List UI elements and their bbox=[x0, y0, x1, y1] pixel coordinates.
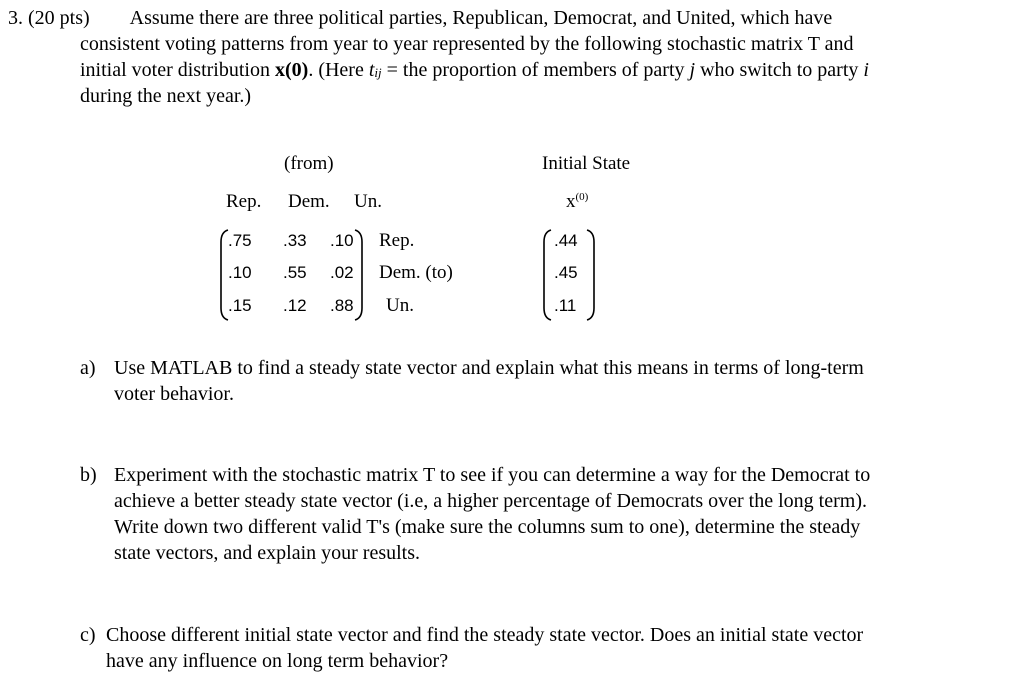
matrix-cell: .33 bbox=[283, 231, 307, 250]
matrix-cell: .10 bbox=[228, 263, 252, 282]
col-header-dem: Dem. bbox=[288, 191, 330, 212]
x-superscript: (0) bbox=[575, 191, 589, 203]
matrix-cell: .55 bbox=[283, 263, 307, 282]
part-a-line-2: voter behavior. bbox=[114, 383, 234, 405]
problem-intro-line-3 bbox=[80, 58, 869, 84]
x-symbol: x bbox=[566, 191, 576, 212]
row-label-rep: Rep. bbox=[379, 230, 415, 251]
vector-cell: .44 bbox=[554, 231, 578, 250]
row-label-un: Un. bbox=[386, 295, 414, 316]
part-b-line-2: achieve a better steady state vector (i.e, a higher percentage of Democrats over the long term). bbox=[114, 490, 867, 512]
intro-text-3d: who switch to party bbox=[695, 59, 864, 81]
intro-text-4: during the next year.) bbox=[80, 85, 252, 107]
vector-cell: .45 bbox=[554, 263, 578, 282]
part-c-label: c) bbox=[80, 624, 96, 646]
vector-cell: .11 bbox=[554, 296, 577, 315]
vector-left-paren bbox=[541, 228, 553, 322]
part-c-line-1: Choose different initial state vector and find the steady state vector. Does an initial state vector bbox=[106, 624, 864, 646]
initial-state-symbol bbox=[566, 192, 588, 214]
matrix-cell: .10 bbox=[330, 231, 354, 250]
part-b-line-4: state vectors, and explain your results. bbox=[114, 542, 421, 564]
matrix-cell: .12 bbox=[283, 296, 307, 315]
part-b-line-1: Experiment with the stochastic matrix T to see if you can determine a way for the Democrat to bbox=[114, 464, 871, 486]
part-a-line-1: Use MATLAB to find a steady state vector and explain what this means in terms of long-term bbox=[114, 357, 864, 379]
col-header-rep: Rep. bbox=[226, 191, 262, 212]
j-symbol: j bbox=[689, 59, 696, 81]
vector-right-paren bbox=[585, 228, 597, 322]
intro-text-1: Assume there are three political parties, Republican, Democrat, and United, which have bbox=[129, 7, 833, 29]
matrix-right-paren bbox=[353, 228, 365, 322]
intro-text-3a: initial voter distribution bbox=[80, 59, 275, 81]
part-b-label: b) bbox=[80, 464, 97, 486]
matrix-cell: .75 bbox=[228, 231, 252, 250]
problem-number: 3. (20 pts) bbox=[8, 7, 90, 29]
initial-state-title: Initial State bbox=[542, 153, 631, 174]
intro-text-2: consistent voting patterns from year to year represented by the following stochastic matrix T and bbox=[80, 33, 854, 55]
from-label: (from) bbox=[284, 153, 334, 174]
initial-vector-symbol: x(0) bbox=[274, 59, 309, 81]
part-b-line-3: Write down two different valid T's (make sure the columns sum to one), determine the steady bbox=[114, 516, 861, 538]
part-c-line-2: have any influence on long term behavior? bbox=[106, 650, 449, 672]
ij-subscript: ij bbox=[374, 65, 382, 80]
row-label-dem-to: Dem. (to) bbox=[379, 262, 453, 283]
problem-intro-line-1 bbox=[8, 6, 832, 30]
intro-text-3b: . (Here bbox=[308, 59, 369, 81]
matrix-cell: .88 bbox=[330, 296, 354, 315]
intro-text-3c: = the proportion of members of party bbox=[381, 59, 690, 81]
part-a-label: a) bbox=[80, 357, 96, 379]
col-header-un: Un. bbox=[354, 191, 382, 212]
matrix-cell: .15 bbox=[228, 296, 252, 315]
t-symbol: t bbox=[368, 59, 375, 81]
i-symbol: i bbox=[863, 59, 869, 81]
matrix-cell: .02 bbox=[330, 263, 354, 282]
